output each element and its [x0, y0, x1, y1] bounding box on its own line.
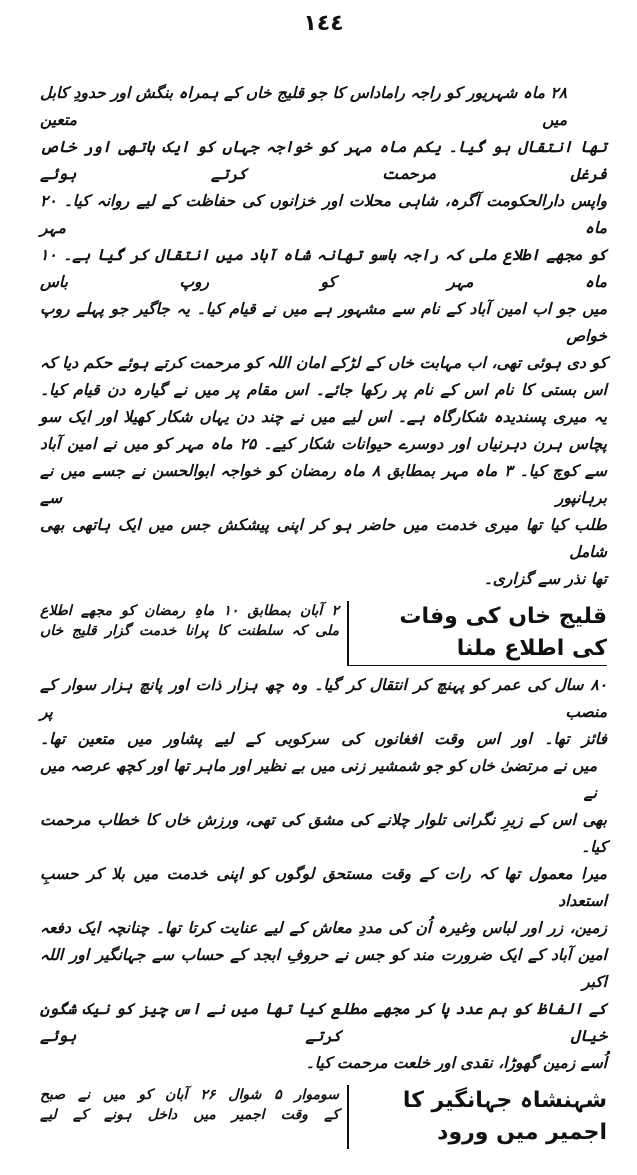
heading-side-text: ۲ آبان بمطابق ۱۰ ماہِ رمضان کو مجھے اطلاع	[40, 603, 339, 619]
text-line: کو مجھے اطلاع ملی کہ راجہ باسو تھانہ شاہ آباد میں انتقال کر گیا ہے۔ ۱۰ ماہ مہر کو روپ باس	[40, 246, 607, 291]
text-line: یہ میری پسندیدہ شکارگاہ ہے۔ اس لیے میں نے چند دن یہاں شکار کھیلا اور ایک سو	[40, 408, 607, 426]
text-line: سے کوچ کیا۔ ۳ ماہ مہر بمطابق ۸ ماہ رمضان کو خواجہ ابوالحسن نے جسے میں نے برہانپور سے	[40, 462, 607, 507]
section-heading-qulij-khan: قلیج خاں کی وفات کی اطلاع ملنا	[347, 601, 607, 666]
text-line: واپس دارالحکومت آگرہ، شاہی محلات اور خزانوں کی حفاظت کے لیے روانہ کیا۔ ۲۰ ماہ مہر	[40, 192, 607, 237]
text-line: زمین، زر اور لباس وغیرہ اُن کی مددِ معاش کے لیے عنایت کرتا تھا۔ چنانچہ ایک دفعہ	[40, 919, 607, 937]
heading-side-text: ملی کہ سلطنت کا پرانا خدمت گزار قلیج خاں	[40, 623, 339, 639]
text-line: تھا انتقال ہو گیا۔ یکم ماہ مہر کو خواجہ جہاں کو ایک ہاتھی اور خاص فرغل مرحمت کرتے ہوئے	[40, 138, 607, 183]
section-heading-ajmer: شہنشاہ جہانگیر کا اجمیر میں ورود	[347, 1085, 607, 1149]
heading-side-text: سوموار ۵ شوال ۲۶ آبان کو میں نے صبح	[40, 1087, 340, 1103]
paragraph-block-1	[40, 80, 607, 593]
section-heading-row-ajmer	[40, 1085, 607, 1149]
text-line: پچاس ہرن دہرنیاں اور دوسرے حیوانات شکار کیے۔ ۲۵ ماہ مہر کو میں نے امین آباد	[40, 435, 607, 453]
text-line: فائز تھا۔ اور اس وقت افغانوں کی سرکوبی کے لیے پشاور میں متعین تھا۔	[40, 730, 607, 748]
text-line: میرا معمول تھا کہ رات کے وقت مستحق لوگوں کو اپنی خدمت میں بلا کر حسبِ استعداد	[40, 865, 607, 910]
text-line: تھا نذر سے گزاری۔	[483, 570, 607, 588]
heading-side-column	[40, 601, 347, 666]
text-line: بھی اس کے زیرِ نگرانی تلوار چلانے کی مشق کی تھی، ورزش خاں کا خطاب مرحمت کیا۔	[40, 811, 607, 856]
text-line: کو دی ہوئی تھی، اب مہابت خاں کے لڑکے امان اللہ کو مرحمت کرتے ہوئے حکم دیا کہ	[40, 354, 607, 372]
page-number: ١٤٤	[303, 11, 344, 36]
text-line: ۲۸ ماہ شہریور کو راجہ راماداس کا جو قلیج خاں کے ہمراہ بنگش اور حدودِ کابل میں متعین	[40, 84, 567, 129]
section-heading-row-qulij-khan	[40, 601, 607, 666]
text-line: میں نے مرتضیٰ خاں کو جو شمشیر زنی میں بے نظیر اور ماہر تھا اور کچھ عرصہ میں نے	[40, 757, 597, 802]
text-line: ۸۰ سال کی عمر کو پہنچ کر انتقال کر گیا۔ وہ چھ ہزار ذات اور پانچ ہزار سوار کے منصب پر	[40, 676, 607, 721]
text-line: امین آباد کے ایک ضرورت مند کو جس نے حروفِ ابجد کے حساب سے جہانگیر اور اللہ اکبر	[40, 946, 607, 991]
text-line: طلب کیا تھا میری خدمت میں حاضر ہو کر اپنی پیشکش جس میں ایک ہاتھی بھی شامل	[40, 516, 607, 561]
heading-side-text: کے وقت اجمیر میں داخل ہونے کے لیے	[40, 1107, 339, 1123]
text-line: کے الفاظ کو ہم عدد پا کر مجھے مطلع کیا تھا میں نے اس چیز کو نیک شگون خیال کرتے ہوئے	[40, 1000, 607, 1045]
text-line: اس بستی کا نام اس کے نام پر رکھا جائے۔ اس مقام پر میں نے گیارہ دن قیام کیا۔	[40, 381, 607, 399]
paragraph-block-2	[40, 672, 607, 1077]
text-line: اُسے زمین گھوڑا، نقدی اور خلعت مرحمت کیا۔	[305, 1054, 607, 1072]
heading-side-column	[40, 1085, 347, 1149]
text-line: میں جو اب امین آباد کے نام سے مشہور ہے میں نے قیام کیا۔ یہ جاگیر جو پہلے روپ خواص	[40, 300, 607, 345]
